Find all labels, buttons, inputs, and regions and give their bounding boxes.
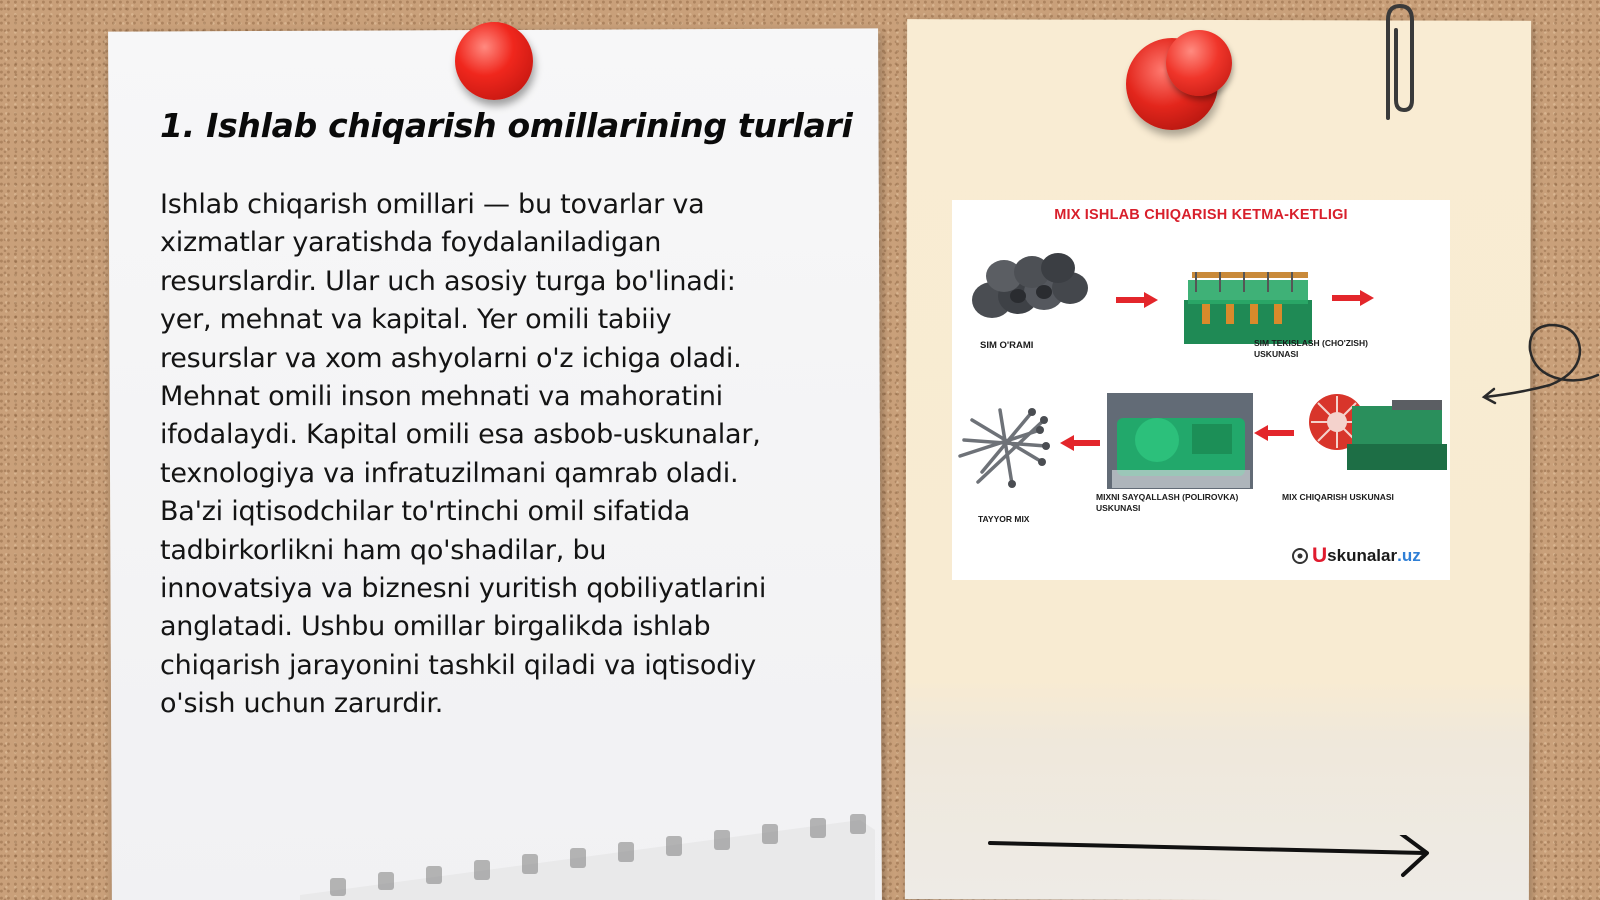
step-label: MIXNI SAYQALLASH (POLIROVKA) USKUNASI: [1096, 492, 1239, 513]
logo-letter-u: U: [1312, 544, 1328, 567]
body-line: o'sish uchun zarurdir.: [160, 688, 444, 720]
body-line: tadbirkorlikni ham qo'shadilar, bu: [160, 534, 607, 566]
finished-nails-image: [960, 410, 1046, 484]
step-label: TAYYOR MIX: [978, 514, 1030, 524]
diagram-title: MIX ISHLAB CHIQARISH KETMA-KETLIGI: [1054, 207, 1348, 223]
body-line: texnologiya va infratuzilmani qamrab oladi.: [160, 457, 739, 489]
body-line: Mehnat omili inson mehnati va mahoratini: [160, 381, 723, 413]
step-label: MIX CHIQARISH USKUNASI: [1282, 492, 1394, 502]
process-diagram: [952, 200, 1450, 580]
gear-icon: [1293, 549, 1307, 563]
step-label: SIM O'RAMI: [980, 340, 1034, 351]
flow-arrow: [1116, 292, 1158, 308]
body-line: innovatsiya va biznesni yuritish qobiliyatlarini: [160, 573, 767, 605]
nail-making-machine-image: [1309, 394, 1447, 470]
logo-name: skunalar: [1327, 546, 1398, 565]
body-line: Ishlab chiqarish omillari — bu tovarlar va: [160, 189, 705, 220]
flow-arrow: [1060, 435, 1100, 451]
body-line: xizmatlar yaratishda foydalaniladigan: [160, 227, 662, 259]
torn-paper-edge: [300, 800, 880, 900]
logo-tld: .uz: [1397, 546, 1421, 565]
body-line: yer, mehnat va kapital. Yer omili tabiiy: [160, 304, 672, 336]
flow-arrow: [1254, 425, 1294, 441]
body-line: anglatadi. Ushbu omillar birgalikda ishlab: [160, 611, 711, 643]
wire-coil-image: [972, 253, 1088, 318]
curved-arrow-doodle: [1480, 315, 1600, 415]
body-line: resurslar va xom ashyolarni o'z ichiga oladi.: [160, 342, 742, 374]
red-pushpin-icon: [455, 22, 533, 100]
flow-arrow: [1332, 290, 1374, 306]
red-pushpin-icon: [1166, 30, 1232, 96]
long-arrow-doodle: [985, 835, 1445, 885]
wire-drawing-machine-image: [1184, 272, 1312, 344]
body-line: resurslardir. Ular uch asosiy turga bo'linadi:: [160, 265, 736, 297]
body-line: chiqarish jarayonini tashkil qiladi va iqtisodiy: [160, 649, 756, 681]
step-label: SIM TEKISLASH (CHO'ZISH) USKUNASI: [1254, 338, 1368, 359]
paperclip-icon: [1370, 0, 1420, 130]
slide-body-text: [160, 186, 850, 724]
slide-title: 1. Ishlab chiqarish omillarining turlari: [160, 106, 853, 145]
body-line: ifodalaydi. Kapital omili esa asbob-uskunalar,: [160, 419, 761, 451]
uskunalar-logo: [1310, 544, 1421, 568]
body-line: Ba'zi iqtisodchilar to'rtinchi omil sifatida: [160, 496, 691, 528]
polishing-machine-image: [1107, 393, 1253, 489]
